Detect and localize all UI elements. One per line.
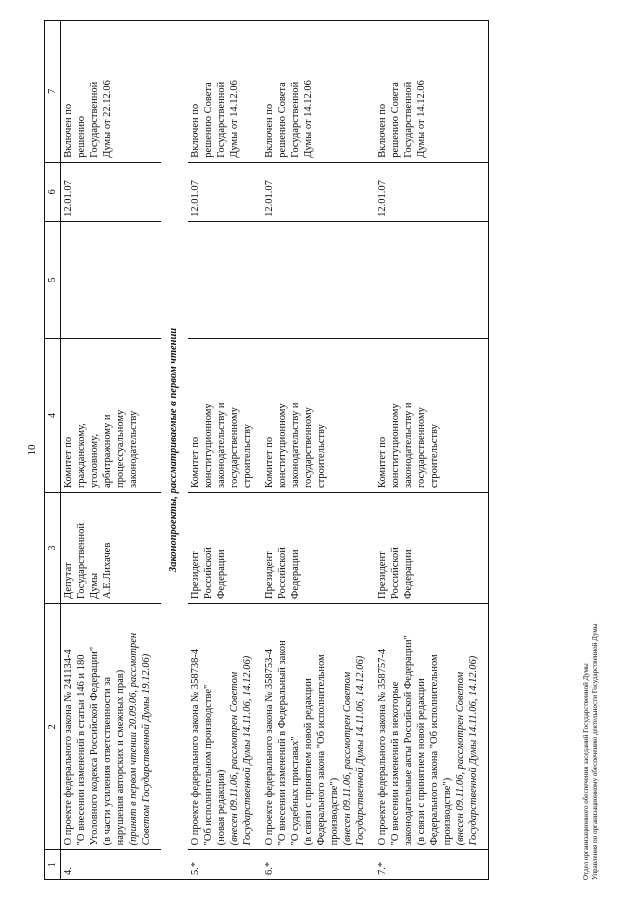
table-row (61, 21, 162, 880)
text-line: (внесен 09.11.06, рассмотрен Советом (229, 671, 240, 846)
item-number: 6.* (262, 850, 375, 880)
inclusion-basis (188, 21, 262, 163)
text-line: Думы от 14.12.06 (229, 80, 240, 158)
text-line: Государственной (403, 81, 414, 158)
text-line: Государственной Думы 14.11.06, 14.12.06) (468, 655, 479, 846)
text-line: Федерации (290, 549, 301, 599)
text-line: государственному (303, 407, 314, 489)
column-number: 4 (45, 338, 61, 492)
text-line: "О внесении изменений в статьи 146 и 180 (76, 654, 87, 846)
responsible-committee (262, 338, 375, 492)
text-line: (в связи с принятием новой редакции (416, 678, 427, 846)
text-line: Думы от 14.12.06 (416, 80, 427, 158)
section-title: Законопроекты, рассматриваемые в первом чтении (161, 21, 188, 880)
text-line: (новая редакция) (216, 769, 227, 846)
table-row (188, 21, 262, 880)
text-line: О проекте федерального закона № 358753-4 (264, 648, 275, 846)
column-5-cell (262, 221, 375, 338)
bill-initiator (188, 493, 262, 604)
text-line: законодательные акты Российской Федерации" (403, 635, 414, 846)
text-line: решению Совета (203, 82, 214, 158)
text-line: "Об исполнительном производстве" (203, 684, 214, 846)
bill-initiator (375, 493, 489, 604)
text-line: конституционному (203, 403, 214, 489)
text-line: законодательству (128, 410, 139, 489)
text-line: О проекте федерального закона № 241134-4 (63, 649, 74, 846)
text-line: строительству (316, 424, 327, 489)
text-line: Федерации (403, 549, 414, 599)
text-line: Думы (89, 572, 100, 599)
item-number: 4. (61, 850, 162, 880)
item-number: 5.* (188, 850, 262, 880)
page-number: 10 (26, 444, 38, 456)
column-5-cell (188, 221, 262, 338)
text-line: (в связи с принятием новой редакции (303, 678, 314, 846)
responsible-committee (61, 338, 162, 492)
text-line: Государственной (216, 81, 227, 158)
text-line: О проекте федерального закона № 358757-4 (377, 648, 388, 846)
text-line: Государственной Думы 14.11.06, 14.12.06) (242, 655, 253, 846)
column-number: 6 (45, 162, 61, 221)
text-line: законодательству и (290, 402, 301, 489)
responsible-committee (375, 338, 489, 492)
text-line: Комитет по (63, 436, 74, 489)
text-line: производстве") (329, 777, 340, 846)
text-line: процессуальному (115, 409, 126, 489)
text-line: конституционному (390, 403, 401, 489)
text-line: "О внесении изменений в Федеральный закон (277, 640, 288, 846)
text-line: решению (76, 116, 87, 158)
text-line: Думы от 14.12.06 (303, 80, 314, 158)
text-line: Включен по (190, 103, 201, 158)
text-line: государственному (416, 407, 427, 489)
text-line: Государственной Думы 14.11.06, 14.12.06) (355, 655, 366, 846)
text-line: Уголовного кодекса Российской Федерации" (89, 646, 100, 846)
text-line: арбитражному и (102, 414, 113, 489)
text-line: Включен по (377, 103, 388, 158)
text-line: решению Совета (390, 82, 401, 158)
text-line: Государственной (89, 81, 100, 158)
text-line: Включен по (264, 103, 275, 158)
consideration-date: 12.01.07 (375, 162, 489, 221)
text-line: Президент (264, 551, 275, 599)
text-line: Федерации (216, 549, 227, 599)
bill-title (262, 603, 375, 849)
text-line: Российской (277, 547, 288, 599)
text-line: Президент (377, 551, 388, 599)
column-5-cell (61, 221, 162, 338)
text-line: Российской (390, 547, 401, 599)
agenda-table (44, 20, 489, 880)
text-line: государственному (229, 407, 240, 489)
text-line: нарушения авторских и смежных прав) (115, 669, 126, 846)
text-line: (в части усиления ответственности за (102, 676, 113, 846)
bill-title (61, 603, 162, 849)
section-header-row (161, 21, 188, 880)
column-number: 7 (45, 21, 61, 163)
footer-line: Управления по организационному обеспечению деятельности Государственной Думы (590, 623, 599, 880)
consideration-date: 12.01.07 (61, 162, 162, 221)
text-line: (принят в первом чтении 20.09.06, рассмотрен (128, 632, 139, 846)
text-line: Советом Государственной Думы 19.12.06) (141, 653, 152, 846)
bill-title (375, 603, 489, 849)
inclusion-basis (375, 21, 489, 163)
consideration-date: 12.01.07 (188, 162, 262, 221)
bill-initiator (61, 493, 162, 604)
text-line: А.Е.Лихачев (102, 542, 113, 599)
text-line: Федерального закона "Об исполнительном (316, 654, 327, 846)
table-row (375, 21, 489, 880)
text-line: Российской (203, 547, 214, 599)
column-number: 1 (45, 850, 61, 880)
text-line: производстве") (442, 777, 453, 846)
text-line: О проекте федерального закона № 358738-4 (190, 648, 201, 846)
responsible-committee (188, 338, 262, 492)
bill-initiator (262, 493, 375, 604)
consideration-date: 12.01.07 (262, 162, 375, 221)
text-line: строительству (242, 424, 253, 489)
text-line: Думы от 22.12.06 (102, 80, 113, 158)
text-line: конституционному (277, 403, 288, 489)
text-line: законодательству и (403, 402, 414, 489)
text-line: гражданскому, (76, 423, 87, 489)
text-line: (внесен 09.11.06, рассмотрен Советом (455, 671, 466, 846)
text-line: строительству (429, 424, 440, 489)
bill-title (188, 603, 262, 849)
footer-line: Отдел организационного обеспечения заседаний Государственной Думы (582, 663, 590, 880)
text-line: законодательству и (216, 402, 227, 489)
text-line: Президент (190, 551, 201, 599)
text-line: Федерального закона "Об исполнительном (429, 654, 440, 846)
text-line: Включен по (63, 103, 74, 158)
column-number: 2 (45, 603, 61, 849)
text-line: решению Совета (277, 82, 288, 158)
document-page (22, 20, 622, 880)
text-line: Депутат (63, 562, 74, 599)
text-line: Государственной (76, 523, 87, 599)
item-number: 7.* (375, 850, 489, 880)
column-5-cell (375, 221, 489, 338)
footer (582, 624, 599, 880)
column-number: 5 (45, 221, 61, 338)
text-line: Комитет по (377, 436, 388, 489)
inclusion-basis (262, 21, 375, 163)
table-row (262, 21, 375, 880)
text-line: "О внесении изменений в некоторые (390, 681, 401, 846)
column-number: 3 (45, 493, 61, 604)
column-number-row (45, 21, 61, 880)
text-line: (внесен 09.11.06, рассмотрен Советом (342, 671, 353, 846)
inclusion-basis (61, 21, 162, 163)
text-line: Комитет по (264, 436, 275, 489)
text-line: Комитет по (190, 436, 201, 489)
text-line: "О судебных приставах" (290, 736, 301, 846)
text-line: Государственной (290, 81, 301, 158)
text-line: уголовному, (89, 434, 100, 489)
